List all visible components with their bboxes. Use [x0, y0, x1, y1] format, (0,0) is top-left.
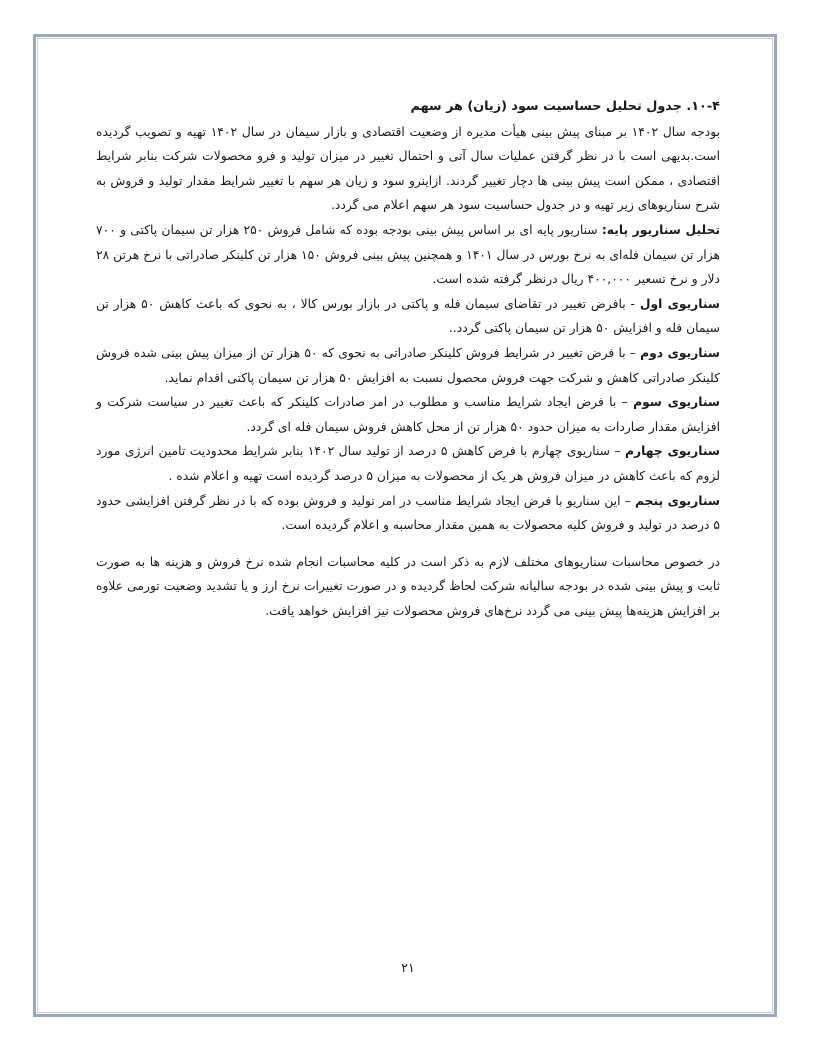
scenario-three [96, 390, 720, 439]
scenario-text: – این سناریو با فرض ایجاد شرایط مناسب در امر تولید و فروش بوده که با در نظر گرفتن افزایشی حدود ۵ درصد در تولید و فروش کلیه محصولات به همین مقدار محاسبه و اعلام گردیده است. [96, 493, 720, 533]
page-number: ۲۱ [401, 960, 415, 975]
scenario-label: سناریوی اول [639, 296, 720, 311]
closing-paragraph: در خصوص محاسبات سناریوهای مختلف لازم به ذکر است در کلیه محاسبات انجام شده نرخ فروش و هزینه ها به صورت ثابت و پیش بینی شده در بودجه سالیانه شرکت لحاظ گردیده و در صورت تغییرات نرخ ارز و یا تشدید وضعیت تورمی علاوه بر افزایش هزینه‌ها پیش بینی می گردد نرخ‌های فروش محصولات نیز افزایش خواهد یافت. [96, 554, 720, 618]
scenario-label: سناریوی چهارم [625, 444, 720, 459]
scenario-text: – با فرض تغییر در شرایط فروش کلینکر صادراتی به نحوی که ۵۰ هزار تن از میزان پیش بینی شده فروش کلینکر صادراتی کاهش و شرکت جهت فروش محصول نسبت به افزایش ۵۰ هزار تن سیمان پاکتی اقدام نماید. [96, 345, 720, 385]
scenario-text: سناریور پایه ای بر اساس پیش بینی بودجه بوده که شامل فروش ۲۵۰ هزار تن سیمان پاکتی و ۷۰۰ هزار تن سیمان فله‌ای به نرخ بورس در سال ۱۴۰۱ و همچنین پیش بینی فروش ۱۵۰ هزار تن کلینکر صادراتی با نرخ هرتن ۲۸ دلار و نرخ تسعیر ۴۰۰,۰۰۰ ریال درنظر گرفته شده است. [96, 222, 720, 287]
scenario-label: سناریوی دوم [640, 345, 721, 360]
scenario-label: تحلیل سناریور پایه: [601, 222, 720, 237]
intro-paragraph: بودجه سال ۱۴۰۲ بر مبنای پیش بینی هیأت مدیره از وضعیت اقتصادی و بازار سیمان در سال ۱۴۰۲ تهیه و تصویب گردیده است.بدیهی است با در نظر گرفتن عملیات سال آتی و احتمال تغییر در میزان تولید و فرو محصولات شرکت بنابر شرایط اقتصادی ، ممکن است پیش بینی ها دچار تغییر گردند. ازاینرو سود و زیان هر سهم با تغییر شرایط مقدار تولید و فروش به شرح سناریوهای زیر تهیه و در جدول حساسیت سود هر سهم اعلام می گردد. [96, 124, 720, 213]
scenario-two [96, 341, 720, 390]
scenario-four [96, 439, 720, 488]
scenario-one [96, 292, 720, 341]
scenario-text: – سناریوی چهارم با فرض کاهش ۵ درصد از تولید سال ۱۴۰۲ بنابر شرایط محدودیت تامین انرژی مورد لزوم که باعث کاهش در میزان فروش هر یک از محصولات به میزان ۵ درصد گردیده است تهیه و اعلام شده . [96, 444, 720, 483]
document-body [96, 95, 720, 623]
scenario-text: – با فرض ایجاد شرایط مناسب و مطلوب در امر صادرات کلینکر که باعث تغییر در سیاست شرکت و افزایش مقدار صاردات به میزان حدود ۵۰ هزار تن از محل کاهش فروش سیمان فله ای گردد. [96, 395, 720, 434]
scenario-five [96, 489, 720, 538]
scenario-label: سناریوی سوم [633, 395, 720, 410]
scenario-text: - بافرض تغییر در تقاضای سیمان فله و پاکتی در بازار بورس کالا ، به نحوی که باعث کاهش ۵۰ هزار تن سیمان فله و افزایش ۵۰ هزار تن سیمان پاکتی گردد.. [96, 296, 720, 336]
scenario-label: سناریوی پنجم [634, 493, 720, 508]
scenario-base [96, 218, 720, 292]
section-heading: ۱۰-۴. جدول تحلیل حساسیت سود (زیان) هر سهم [410, 99, 720, 114]
